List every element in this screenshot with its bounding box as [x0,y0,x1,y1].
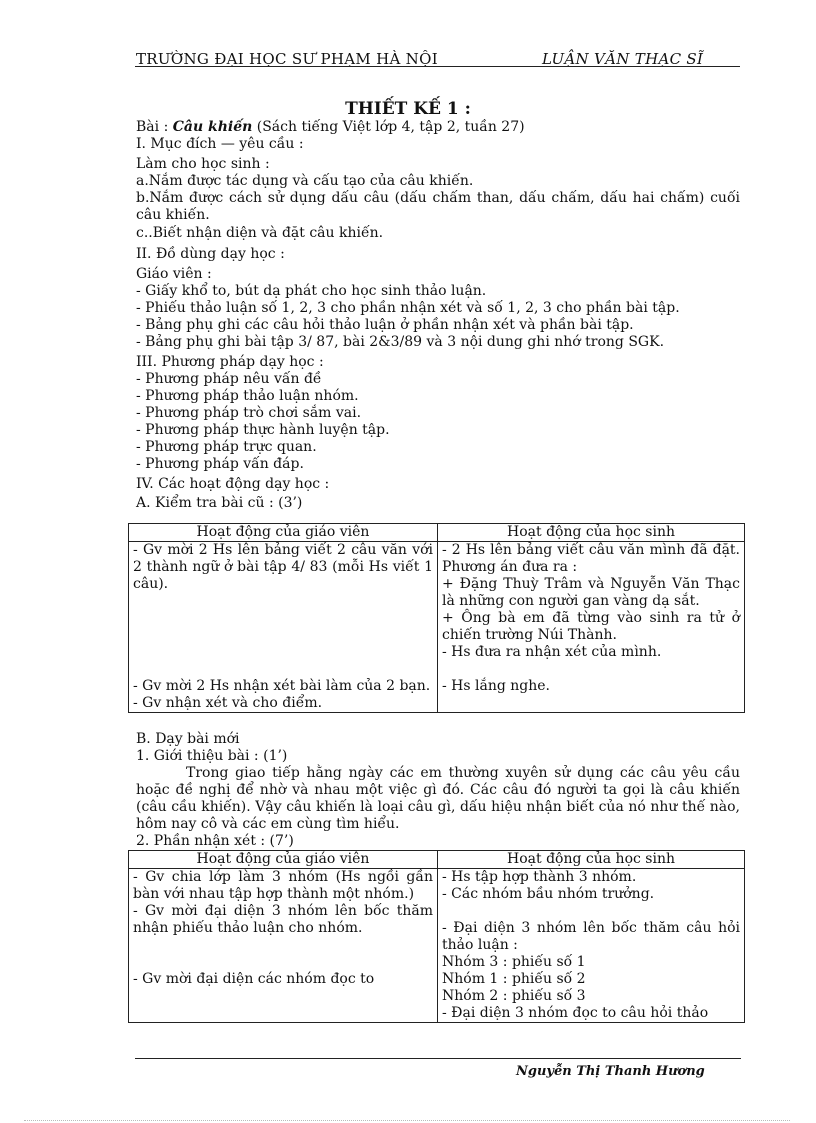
student-activity: Nhóm 1 : phiếu số 2 [442,971,586,987]
student-activity: Nhóm 3 : phiếu số 1 [442,954,586,970]
table-header-row [129,524,745,542]
document-title: THIẾT KẾ 1 : [345,99,471,119]
student-activity: Nhóm 2 : phiếu số 3 [442,988,586,1004]
student-column-header: Hoạt động của học sinh [438,524,745,542]
student-activities-cell [438,542,745,713]
teacher-column-header: Hoạt động của giáo viên [129,524,438,542]
table-row [129,542,745,713]
student-activity: - Hs tập hợp thành 3 nhóm. [442,869,637,885]
table-header-row [129,851,745,869]
section3-item: - Phương pháp thực hành luyện tập. [136,422,390,438]
section3-heading: III. Phương pháp dạy học : [136,354,324,370]
page-bottom-border [24,1120,790,1121]
student-activity: - Hs lắng nghe. [442,678,551,694]
teacher-activity: - Gv mời đại diện các nhóm đọc to [133,971,375,987]
table-row [129,869,745,1023]
student-activity: - Hs đưa ra nhận xét của mình. [442,644,662,660]
section3-item: - Phương pháp trực quan. [136,439,317,455]
student-activity: + Ông bà em đã từng vào sinh ra tử ở chiến trường Núi Thành. [442,610,740,643]
teacher-activity: - Gv mời đại diện 3 nhóm lên bốc thăm nhận phiếu thảo luận cho nhóm. [133,903,433,936]
teacher-activity: - Gv chia lớp làm 3 nhóm (Hs ngồi gần bàn với nhau tập hợp thành một nhóm.) [133,869,433,902]
teacher-activity: - Gv nhận xét và cho điểm. [133,695,323,711]
teacher-activity: - Gv mời 2 Hs lên bảng viết 2 câu văn với 2 thành ngữ ở bài tập 4/ 83 (mỗi Hs viết 1 câu). [133,542,433,592]
section3-item: - Phương pháp trò chơi sắm vai. [136,405,362,421]
section1-item-a: a.Nắm được tác dụng và cấu tạo của câu khiến. [136,173,474,189]
section1-intro: Làm cho học sinh : [136,156,270,172]
lesson-name: Câu khiến [172,119,253,135]
lesson-section [136,119,740,512]
part-b-heading: B. Dạy bài mới [136,731,240,747]
section3-item: - Phương pháp thảo luận nhóm. [136,388,359,404]
new-lesson-section [136,731,740,850]
observation-activity-table [128,850,745,1023]
lesson-prefix: Bài : [136,119,173,135]
student-activity: - Đại diện 3 nhóm lên bốc thăm câu hỏi thảo luận : [442,920,740,953]
teacher-column-header: Hoạt động của giáo viên [129,851,438,869]
teacher-activities-cell [129,869,438,1023]
section3-item: - Phương pháp vấn đáp. [136,456,304,472]
section2-item: - Giấy khổ to, bút dạ phát cho học sinh thảo luận. [136,283,487,299]
lesson-line [136,119,740,136]
section1-heading: I. Mục đích — yêu cầu : [136,136,304,152]
lesson-source: (Sách tiếng Việt lớp 4, tập 2, tuần 27) [252,119,525,135]
student-activity: - Đại diện 3 nhóm đọc to câu hỏi thảo [442,1005,709,1021]
teacher-activity: - Gv mời 2 Hs nhận xét bài làm của 2 bạn. [133,678,431,694]
header-thesis-label: LUẬN VĂN THẠC SĨ [542,50,704,68]
section2-heading: II. Đồ dùng dạy học : [136,246,285,262]
header-divider [135,66,740,67]
student-activity: - 2 Hs lên bảng viết câu văn mình đã đặt. Phương án đưa ra : [442,542,740,575]
student-column-header: Hoạt động của học sinh [438,851,745,869]
intro-subheading: 1. Giới thiệu bài : (1’) [136,748,288,764]
footer-divider [135,1058,741,1059]
review-activity-table [128,523,745,713]
section1-item-b: b.Nắm được cách sử dụng dấu câu (dấu chấm than, dấu chấm, dấu hai chấm) cuối câu khiến. [136,190,740,223]
student-activity: + Đặng Thuỳ Trâm và Nguyễn Văn Thạc là những con người gan vàng dạ sắt. [442,576,740,609]
footer-author: Nguyễn Thị Thanh Hương [516,1064,705,1079]
section2-item: - Phiếu thảo luận số 1, 2, 3 cho phần nhận xét và số 1, 2, 3 cho phần bài tập. [136,300,680,316]
student-activity: - Các nhóm bầu nhóm trưởng. [442,886,655,902]
section3-item: - Phương pháp nêu vấn đề [136,371,322,387]
teacher-activities-cell [129,542,438,713]
intro-paragraph: Trong giao tiếp hằng ngày các em thường xuyên sử dụng các câu yêu cầu hoặc đề nghị để nhờ và nhau một việc gì đó. Các câu đó người ta gọi là câu khiến (câu cầu khiến). Vậy câu khiến là loại câu gì, dấu hiệu nhận biết của nó như thế nào, hôm nay cô và các em cùng tìm hiểu. [136,765,740,832]
section2-item: - Bảng phụ ghi bài tập 3/ 87, bài 2&3/89 và 3 nội dung ghi nhớ trong SGK. [136,334,665,350]
part-a-heading: A. Kiểm tra bài cũ : (3’) [136,495,303,511]
section4-heading: IV. Các hoạt động dạy học : [136,476,330,492]
section2-item: - Bảng phụ ghi các câu hỏi thảo luận ở phần nhận xét và phần bài tập. [136,317,634,333]
section1-item-c: c..Biết nhận diện và đặt câu khiến. [136,225,384,241]
section2-intro: Giáo viên : [136,266,212,282]
observation-subheading: 2. Phần nhận xét : (7’) [136,833,294,849]
header-institution: TRƯỜNG ĐẠI HỌC SƯ PHẠM HÀ NỘI [136,50,438,68]
student-activities-cell [438,869,745,1023]
